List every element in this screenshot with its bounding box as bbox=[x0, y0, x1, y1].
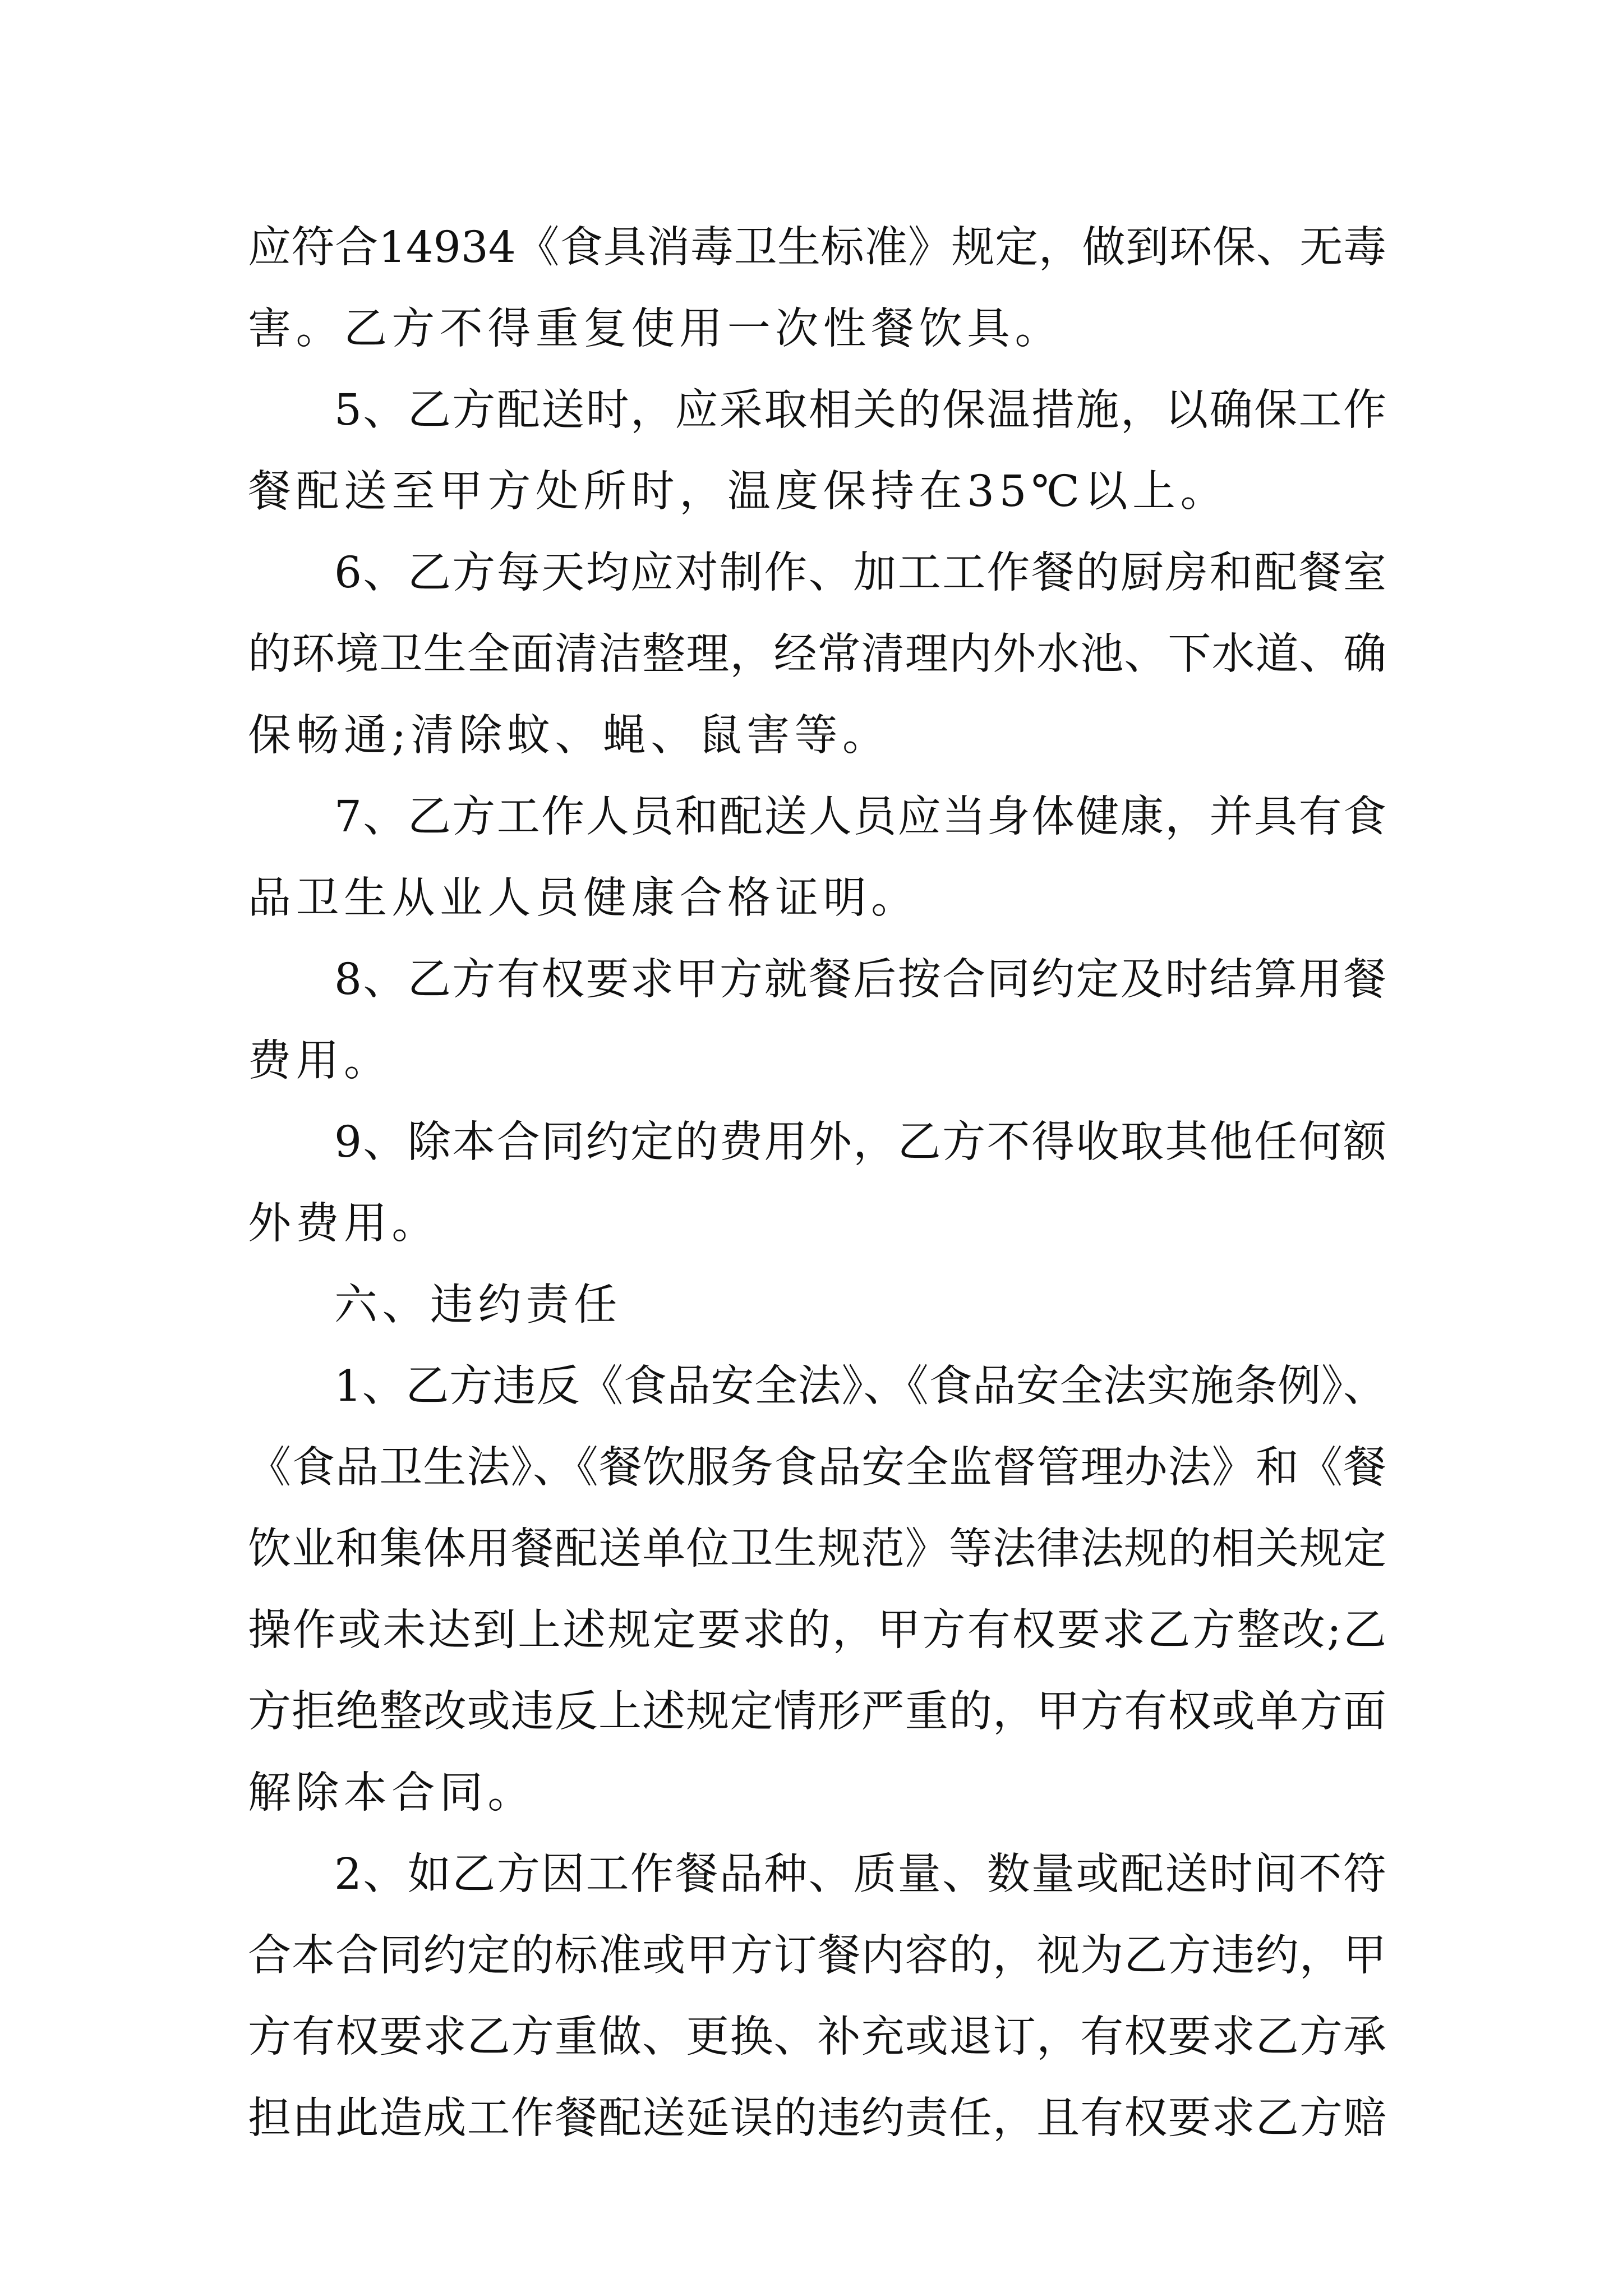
text-line: 5、乙方配送时，应采取相关的保温措施，以确保工作 bbox=[334, 385, 1386, 435]
text-line: 解除本合同。 bbox=[248, 1768, 536, 1818]
text-line: 6、乙方每天均应对制作、加工工作餐的厨房和配餐室 bbox=[334, 548, 1386, 598]
text-line: 操作或未达到上述规定要求的，甲方有权要求乙方整改;乙 bbox=[248, 1605, 1386, 1655]
text-line: 方拒绝整改或违反上述规定情形严重的，甲方有权或单方面 bbox=[248, 1687, 1386, 1737]
text-line: 1、乙方违反《食品安全法》、《食品安全法实施条例》、 bbox=[334, 1361, 1386, 1411]
text-line: 外费用。 bbox=[248, 1199, 440, 1249]
text-line: 合本合同约定的标准或甲方订餐内容的，视为乙方违约，甲 bbox=[248, 1931, 1386, 1981]
text-line: 保畅通;清除蚊、蝇、鼠害等。 bbox=[248, 711, 891, 761]
text-line: 品卫生从业人员健康合格证明。 bbox=[248, 873, 919, 923]
text-line: 9、除本合同约定的费用外，乙方不得收取其他任何额 bbox=[334, 1117, 1386, 1167]
text-line: 费用。 bbox=[248, 1036, 392, 1086]
text-line: 害。乙方不得重复使用一次性餐饮具。 bbox=[248, 304, 1063, 354]
text-line: 2、如乙方因工作餐品种、质量、数量或配送时间不符 bbox=[334, 1849, 1386, 1899]
document-body bbox=[248, 207, 1386, 2159]
text-line: 方有权要求乙方重做、更换、补充或退订，有权要求乙方承 bbox=[248, 2012, 1386, 2062]
text-line: 8、乙方有权要求甲方就餐后按合同约定及时结算用餐 bbox=[334, 955, 1386, 1005]
text-line: 7、乙方工作人员和配送人员应当身体健康，并具有食 bbox=[334, 792, 1386, 842]
text-line: 的环境卫生全面清洁整理，经常清理内外水池、下水道、确 bbox=[248, 629, 1386, 679]
text-line: 餐配送至甲方处所时，温度保持在35℃以上。 bbox=[248, 467, 1228, 517]
text-line: 饮业和集体用餐配送单位卫生规范》等法律法规的相关规定 bbox=[248, 1524, 1386, 1574]
text-line: 《食品卫生法》、《餐饮服务食品安全监督管理办法》和《餐 bbox=[248, 1443, 1386, 1493]
text-line: 担由此造成工作餐配送延误的违约责任，且有权要求乙方赔 bbox=[248, 2093, 1386, 2143]
text-line: 应符合14934《食具消毒卫生标准》规定，做到环保、无毒 bbox=[248, 223, 1386, 273]
section-heading: 六、违约责任 bbox=[334, 1280, 622, 1330]
